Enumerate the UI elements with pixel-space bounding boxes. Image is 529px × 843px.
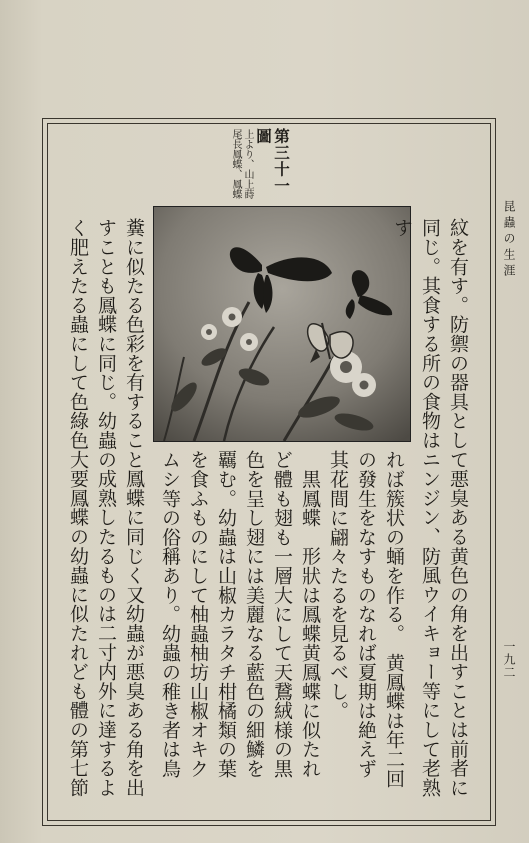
body-text-line: れば簇状の蛹を作る。 黄鳳蝶は年二回 <box>383 450 405 788</box>
body-text-line: 色を呈し翅には美麗なる藍色の細鱗を <box>243 450 265 779</box>
butterfly-photo-icon <box>154 207 410 441</box>
body-text-line: 糞に似たる色彩を有すること鳳蝶に同じく又幼蟲が悪臭ある角を出 <box>123 218 145 797</box>
body-text-line: 黒鳳蝶 形狀は鳳蝶黄鳳蝶に似たれ <box>299 450 321 779</box>
body-text-line: ムシ等の俗稱あり。幼蟲の稚き者は鳥 <box>159 450 181 779</box>
body-text-line: ど體も翅も一層大にして天鵞絨様の黒 <box>271 450 293 779</box>
butterfly-photo <box>153 206 411 442</box>
figure-caption-line: 上より、山上蒔 <box>242 129 253 199</box>
body-text-line: く肥えたる蟲にして色綠色大要鳳蝶の幼蟲に似たれども體の第七節 <box>67 218 89 797</box>
body-text-line: の發生をなすものなれば夏期は絶えず <box>355 450 377 779</box>
figure-caption-line: 尾長鳳蝶、鳳蝶 <box>230 129 241 199</box>
running-head: 昆蟲の生涯 <box>502 200 516 280</box>
body-text-line: すことも鳳蝶に同じ。幼蟲の成熟したるものは二寸内外に達するよ <box>95 218 117 797</box>
body-text-line: 覊む。幼蟲は山椒カラタチ柑橘類の葉 <box>215 450 237 779</box>
body-text-line: 紋を有す。防禦の器具として悪臭ある黄色の角を出すことは前者に <box>447 218 469 797</box>
figure-label: 第三十一圖 <box>254 128 291 194</box>
body-text-line: を食ふものにして柚蟲柚坊山椒オキク <box>187 450 209 779</box>
body-text-line: 同じ。其食する所の食物はニンジン、防風ウイキョー等にして老熟す <box>391 218 441 797</box>
page-number: 一九二 <box>502 640 516 679</box>
body-text-line: 其花間に翩々たるを見るべし。 <box>327 450 349 721</box>
